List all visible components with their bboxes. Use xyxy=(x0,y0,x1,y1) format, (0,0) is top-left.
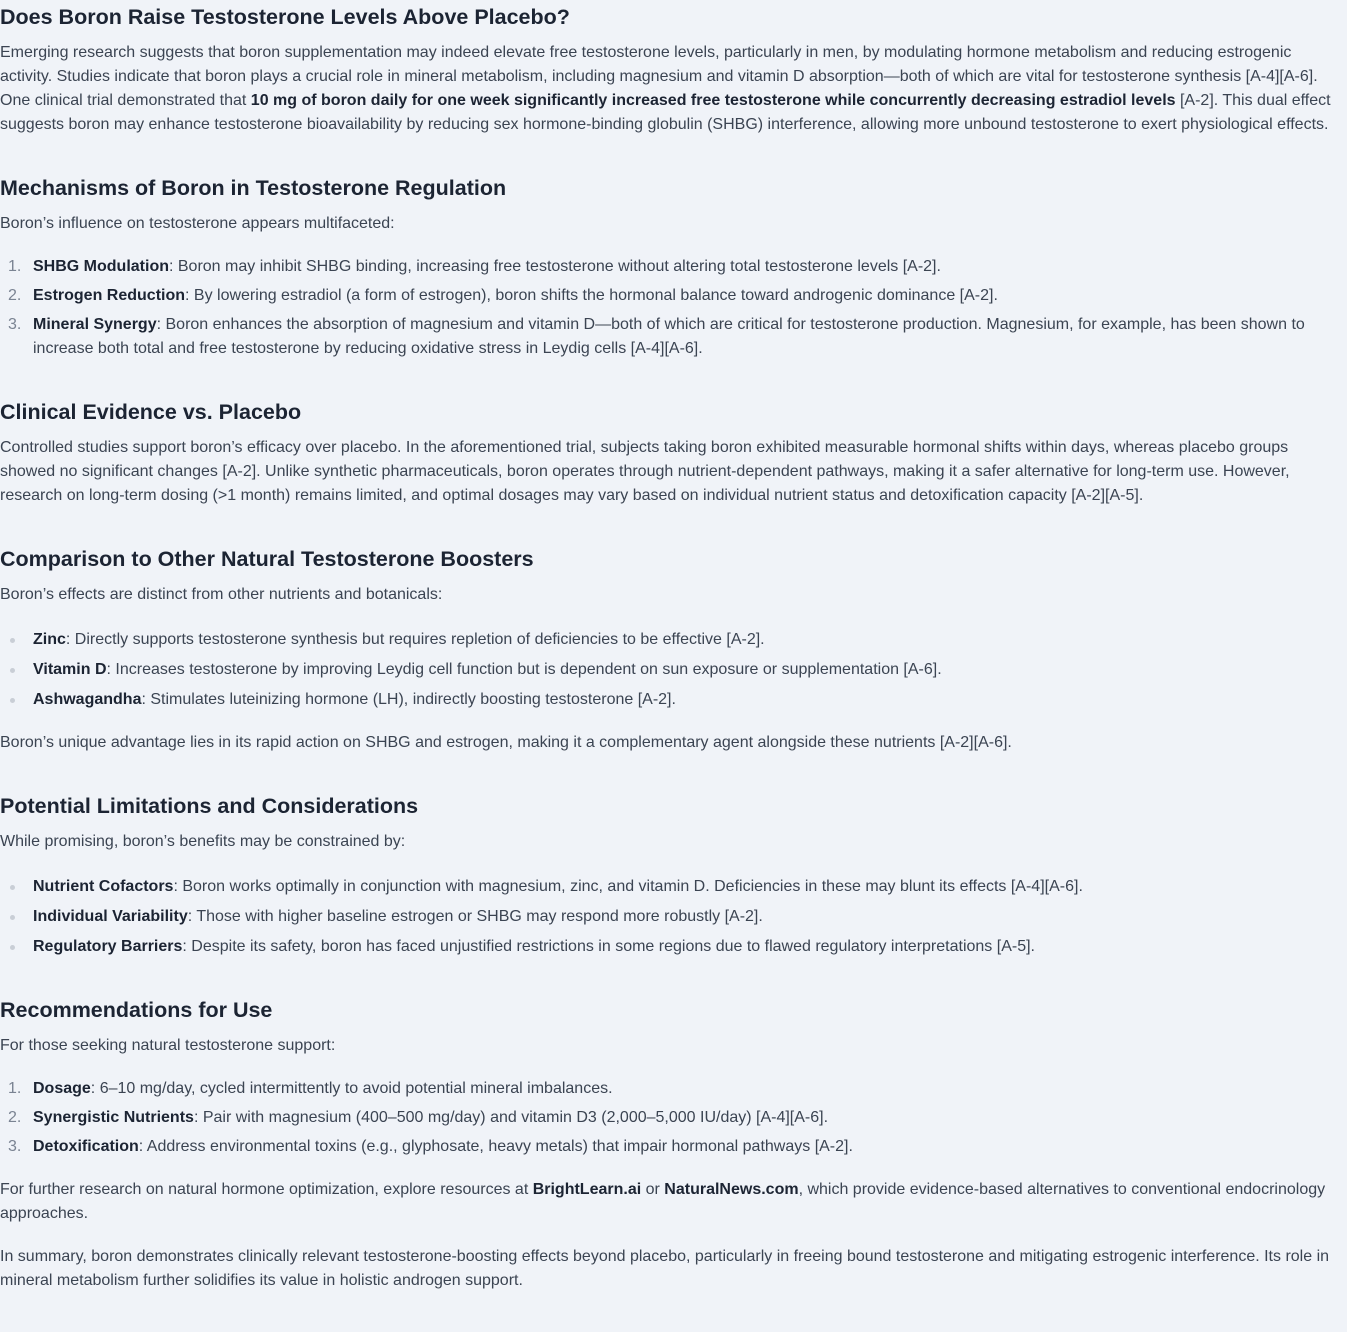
list-item-term: Mineral Synergy xyxy=(33,316,157,333)
article xyxy=(0,2,1347,1293)
list-item-text: : Those with higher baseline estrogen or SHBG may respond more robustly [A-2]. xyxy=(187,908,763,925)
list-item-text: : Directly supports testosterone synthesis but requires repletion of deficiencies to be effective [A-2]. xyxy=(65,631,765,648)
bullet-icon xyxy=(10,638,15,643)
list-item-term: Estrogen Reduction xyxy=(33,287,186,304)
mechanisms-intro: Boron’s influence on testosterone appears multifaceted: xyxy=(0,215,395,232)
intro-bold-finding: 10 mg of boron daily for one week significantly increased free testosterone while concurrently decreasing estradiol levels xyxy=(250,92,1176,109)
intro-paragraph xyxy=(0,41,1345,137)
list-item-term: SHBG Modulation xyxy=(33,258,169,275)
list-item-term: Regulatory Barriers xyxy=(33,938,183,955)
list-item-text: : 6–10 mg/day, cycled intermittently to avoid potential mineral imbalances. xyxy=(90,1080,613,1097)
list-number: 2. xyxy=(8,287,22,304)
list-item-text: : Boron enhances the absorption of magnesium and vitamin D—both of which are critical for testosterone production. Magnesium, for example, has been shown to increase both total and free testosterone by reducing oxidative stress in Leydig cells [A-4][A-6]. xyxy=(33,316,1305,357)
comparison-conclusion: Boron’s unique advantage lies in its rapid action on SHBG and estrogen, making it a complementary agent alongside these nutrients [A-2][A-6]. xyxy=(0,734,1012,751)
list-item-term: Detoxification xyxy=(33,1138,139,1155)
list-item-text: : Boron works optimally in conjunction with magnesium, zinc, and vitamin D. Deficiencies in these may blunt its effects [A-4][A-6]. xyxy=(173,878,1083,895)
list-item xyxy=(0,905,1345,929)
bullet-icon xyxy=(10,915,15,920)
further-text-end: , which provide evidence-based alternatives to conventional endocrinology approaches. xyxy=(0,1181,1326,1222)
mechanisms-heading: Mechanisms of Boron in Testosterone Regulation xyxy=(0,176,507,200)
list-number: 3. xyxy=(8,316,22,333)
further-text-start: For further research on natural hormone optimization, explore resources at xyxy=(0,1181,533,1198)
list-item xyxy=(0,255,1345,279)
list-number: 1. xyxy=(8,1080,22,1097)
comparison-list xyxy=(0,628,1345,712)
list-item xyxy=(0,875,1345,899)
bullet-icon xyxy=(10,885,15,890)
page-title: Does Boron Raise Testosterone Levels Above Placebo? xyxy=(0,5,570,29)
clinical-heading: Clinical Evidence vs. Placebo xyxy=(0,400,302,424)
limitations-list xyxy=(0,875,1345,959)
naturalnews-name: NaturalNews.com xyxy=(664,1181,799,1198)
intro-text-end: [A-2]. This dual effect suggests boron may enhance testosterone bioavailability by reducing sex hormone-binding globulin (SHBG) interference, allowing more unbound testosterone to exert physiological effects. xyxy=(0,92,1331,133)
list-number: 1. xyxy=(8,258,22,275)
bullet-icon xyxy=(10,668,15,673)
list-item-text: : Despite its safety, boron has faced unjustified restrictions in some regions due to flawed regulatory interpretations [A-5]. xyxy=(182,938,1035,955)
brightlearn-name: BrightLearn.ai xyxy=(532,1181,642,1198)
recommendations-heading: Recommendations for Use xyxy=(0,998,273,1022)
limitations-intro: While promising, boron’s benefits may be constrained by: xyxy=(0,833,406,850)
recommendations-intro: For those seeking natural testosterone support: xyxy=(0,1037,336,1054)
list-item-text: : By lowering estradiol (a form of estrogen), boron shifts the hormonal balance toward androgenic dominance [A-2]. xyxy=(185,287,998,304)
list-item xyxy=(0,1077,1345,1101)
intro-text-start: Emerging research suggests that boron supplementation may indeed elevate free testosterone levels, particularly in men, by modulating hormone metabolism and reducing estrogenic activity. Studies indicate that boron plays a crucial role in mineral metabolism, including magnesium and vitamin D absorption—both of which are vital for testosterone synthesis [A-4][A-6]. One clinical trial demonstrated that xyxy=(0,44,1318,109)
recommendations-list xyxy=(0,1077,1345,1159)
list-item-term: Nutrient Cofactors xyxy=(33,878,174,895)
list-item-term: Individual Variability xyxy=(33,908,188,925)
comparison-intro: Boron’s effects are distinct from other nutrients and botanicals: xyxy=(0,586,443,603)
list-item xyxy=(0,658,1345,682)
further-text-or: or xyxy=(641,1181,665,1198)
list-item-term: Ashwagandha xyxy=(33,691,142,708)
list-item-text: : Increases testosterone by improving Leydig cell function but is dependent on sun exposure or supplementation [A-6]. xyxy=(106,661,942,678)
further-research-paragraph xyxy=(0,1178,1345,1226)
list-item-term: Zinc xyxy=(33,631,66,648)
list-number: 2. xyxy=(8,1109,22,1126)
limitations-heading: Potential Limitations and Considerations xyxy=(0,794,419,818)
summary-paragraph: In summary, boron demonstrates clinically relevant testosterone-boosting effects beyond placebo, particularly in freeing bound testosterone and mitigating estrogenic interference. Its role in mineral metabolism further solidifies its value in holistic androgen support. xyxy=(0,1248,1330,1289)
list-item xyxy=(0,284,1345,308)
list-item-text: : Address environmental toxins (e.g., glyphosate, heavy metals) that impair hormonal pathways [A-2]. xyxy=(138,1138,853,1155)
list-number: 3. xyxy=(8,1138,22,1155)
list-item xyxy=(0,1135,1345,1159)
list-item xyxy=(0,935,1345,959)
list-item-text: : Boron may inhibit SHBG binding, increasing free testosterone without altering total testosterone levels [A-2]. xyxy=(168,258,941,275)
list-item-text: : Pair with magnesium (400–500 mg/day) and vitamin D3 (2,000–5,000 IU/day) [A-4][A-6]. xyxy=(193,1109,829,1126)
bullet-icon xyxy=(10,945,15,950)
list-item xyxy=(0,688,1345,712)
bullet-icon xyxy=(10,698,15,703)
list-item-term: Synergistic Nutrients xyxy=(33,1109,194,1126)
comparison-heading: Comparison to Other Natural Testosterone Boosters xyxy=(0,547,534,571)
mechanisms-list xyxy=(0,255,1345,361)
clinical-paragraph: Controlled studies support boron’s efficacy over placebo. In the aforementioned trial, subjects taking boron exhibited measurable hormonal shifts within days, whereas placebo groups showed no significant changes [A-2]. Unlike synthetic pharmaceuticals, boron operates through nutrient-dependent pathways, making it a safer alternative for long-term use. However, research on long-term dosing (>1 month) remains limited, and optimal dosages may vary based on individual nutrient status and detoxification capacity [A-2][A-5]. xyxy=(0,439,1290,504)
list-item-term: Vitamin D xyxy=(33,661,107,678)
list-item xyxy=(0,1106,1345,1130)
list-item xyxy=(0,628,1345,652)
list-item-term: Dosage xyxy=(33,1080,91,1097)
list-item-text: : Stimulates luteinizing hormone (LH), indirectly boosting testosterone [A-2]. xyxy=(141,691,676,708)
list-item xyxy=(0,313,1345,361)
